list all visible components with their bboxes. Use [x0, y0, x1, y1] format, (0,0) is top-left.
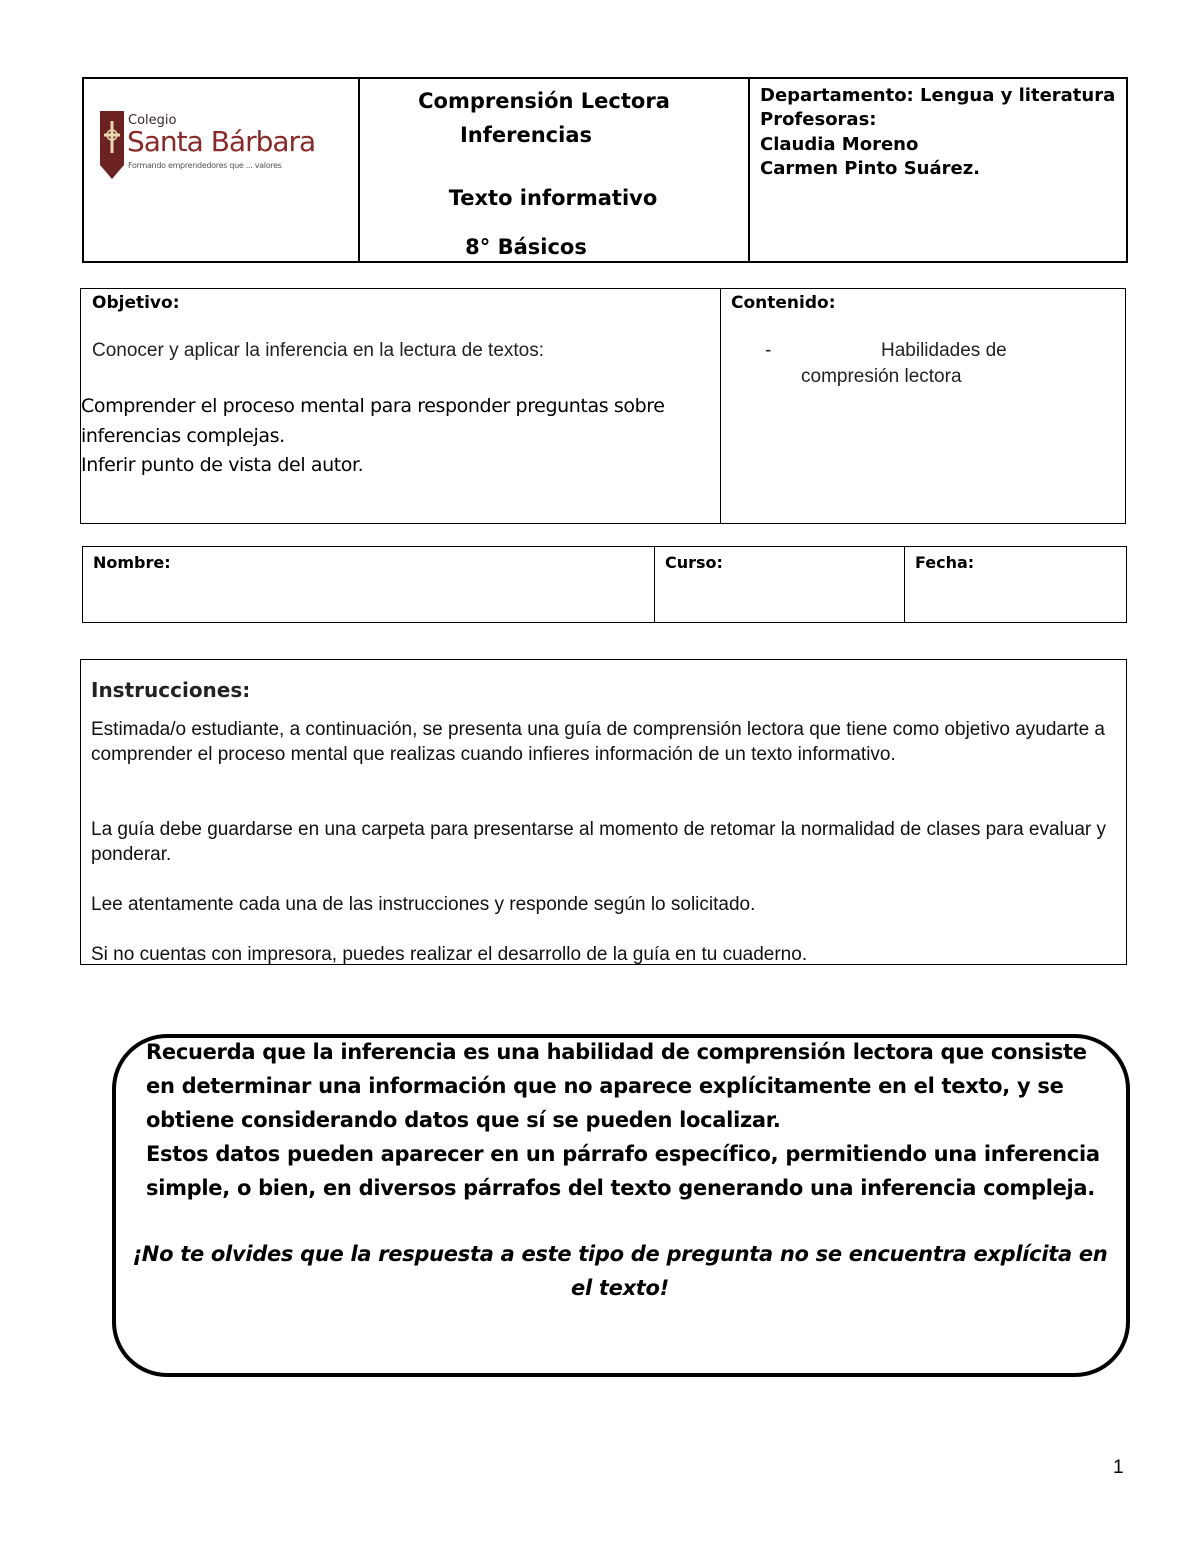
title-line-3: Texto informativo — [448, 186, 658, 210]
instructions-paragraph-1: Estimada/o estudiante, a continuación, se presenta una guía de comprensión lectora que tiene como objetivo ayudarte a comprender el proceso mental que realizas cuando infieres información de un texto informativo. — [91, 719, 1105, 765]
reminder-line-2: en determinar una información que no aparece explícitamente en el texto, y se — [146, 1074, 1064, 1098]
objective-table — [80, 288, 1126, 524]
teacher-1: Claudia Moreno — [760, 134, 919, 155]
instructions-title: Instrucciones: — [91, 678, 251, 702]
teachers-label: Profesoras: — [760, 109, 877, 130]
teacher-2: Carmen Pinto Suárez. — [760, 158, 981, 179]
name-label: Nombre: — [93, 553, 171, 572]
student-info-table — [82, 546, 1127, 623]
objective-cell — [81, 289, 721, 523]
content-label: Contenido: — [731, 293, 836, 313]
reminder-line-3: obtiene considerando datos que sí se pueden localizar. — [146, 1108, 781, 1132]
content-bullet: - — [765, 340, 772, 361]
name-field[interactable] — [83, 547, 655, 622]
course-label: Curso: — [665, 553, 723, 572]
objective-line-1: Conocer y aplicar la inferencia en la lectura de textos: — [92, 340, 545, 361]
content-item-line-1: Habilidades de — [881, 340, 1007, 361]
instructions-box — [80, 659, 1127, 965]
page-number: 1 — [1113, 1457, 1124, 1478]
shield-icon — [98, 109, 126, 181]
date-field[interactable] — [905, 547, 1126, 622]
content-item-line-2: compresión lectora — [801, 366, 962, 387]
instructions-paragraph-2: La guía debe guardarse en una carpeta para presentarse al momento de retomar la normalidad de clases para evaluar y ponderar. — [91, 819, 1107, 865]
title-cell — [360, 79, 750, 261]
instructions-paragraph-4: Si no cuentas con impresora, puedes realizar el desarrollo de la guía en tu cuaderno. — [91, 944, 808, 965]
logo-school-name: Santa Bárbara — [127, 125, 316, 158]
date-label: Fecha: — [915, 553, 975, 572]
logo-tagline: Formando emprendedores que ... valores — [128, 161, 282, 170]
course-field[interactable] — [655, 547, 905, 622]
objective-line-4: Inferir punto de vista del autor. — [81, 454, 364, 476]
instructions-paragraph-3: Lee atentamente cada una de las instrucciones y responde según lo solicitado. — [91, 894, 756, 915]
reminder-line-1: Recuerda que la inferencia es una habilidad de comprensión lectora que consiste — [146, 1040, 1087, 1064]
logo-cell — [84, 79, 360, 261]
objective-line-3: inferencias complejas. — [81, 425, 285, 447]
reminder-italic-line-1: ¡No te olvides que la respuesta a este tipo de pregunta no se encuentra explícita en — [132, 1242, 1108, 1266]
reminder-line-5: simple, o bien, en diversos párrafos del texto generando una inferencia compleja. — [146, 1176, 1095, 1200]
school-logo — [98, 109, 316, 185]
title-line-1: Comprensión Lectora — [418, 89, 670, 113]
title-line-2: Inferencias — [459, 123, 592, 147]
content-cell — [721, 289, 1125, 523]
header-table — [82, 77, 1128, 263]
department-line: Departamento: Lengua y literatura — [760, 85, 1116, 106]
reminder-line-4: Estos datos pueden aparecer en un párrafo específico, permitiendo una inferencia — [146, 1142, 1100, 1166]
objective-line-2: Comprender el proceso mental para responder preguntas sobre — [81, 395, 665, 417]
logo-small-text: Colegio — [128, 113, 177, 128]
reminder-italic-line-2: el texto! — [571, 1276, 669, 1300]
objective-label: Objetivo: — [92, 293, 180, 313]
title-line-4: 8° Básicos — [465, 235, 587, 259]
department-cell — [750, 79, 1126, 261]
